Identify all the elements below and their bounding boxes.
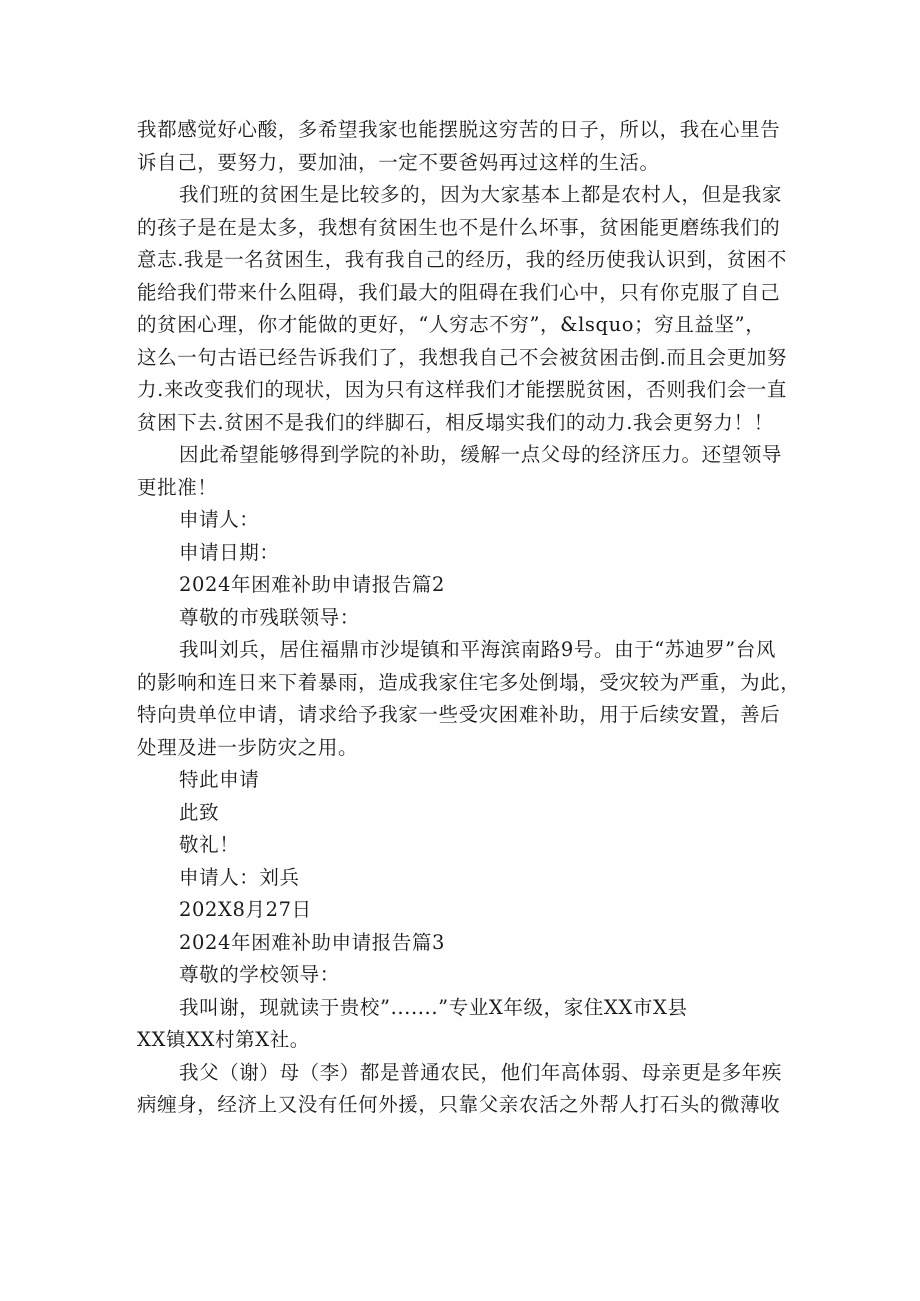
text-line: 我叫刘兵，居住福鼎市沙堤镇和平海滨南路9号。由于“苏迪罗”台风: [179, 638, 776, 661]
text-line: 敬礼！: [179, 833, 240, 856]
text-line: 特向贵单位申请，请求给予我家一些受灾困难补助，用于后续安置，善后: [137, 703, 781, 726]
text-line: 我们班的贫困生是比较多的，因为大家基本上都是农村人，但是我家: [179, 183, 783, 206]
text-line: 2024年困难补助申请报告篇2: [179, 573, 446, 596]
text-line: 处理及进一步防灾之用。: [137, 735, 359, 759]
text-line: 的影响和连日来下着暴雨，造成我家住宅多处倒塌，受灾较为严重，为此，: [137, 670, 801, 694]
text-line: 这么一句古语已经告诉我们了，我想我自己不会被贫困击倒.而且会更加努: [137, 345, 787, 369]
text-line: 申请人：: [179, 508, 260, 531]
text-line: 我父（谢）母（李）都是普通农民，他们年高体弱、母亲更是多年疾: [179, 1060, 783, 1084]
text-line: XX镇XX村第X社。: [137, 1028, 310, 1051]
text-line: 更批准！: [137, 475, 218, 499]
text-line: 申请日期：: [179, 540, 280, 564]
text-line: 病缠身，经济上又没有任何外援，只靠父亲农活之外帮人打石头的微薄收: [137, 1093, 781, 1116]
text-line: 贫困下去.贫困不是我们的绊脚石，相反塌实我们的动力.我会更努力！！: [137, 410, 774, 434]
text-line: 202X8月27日: [179, 898, 312, 921]
text-line: 2024年困难补助申请报告篇3: [179, 930, 446, 954]
text-line: 此致: [179, 800, 220, 824]
text-line: 的孩子是在是太多，我想有贫困生也不是什么坏事，贫困能更磨练我们的: [137, 215, 781, 239]
text-line: 尊敬的市残联领导：: [179, 605, 360, 629]
text-line: 的贫困心理，你才能做的更好，“人穷志不穷”，&lsquo；穷且益坚”，: [137, 313, 766, 336]
text-line: 尊敬的学校领导：: [179, 963, 340, 986]
text-line: 因此希望能够得到学院的补助，缓解一点父母的经济压力。还望领导: [179, 443, 783, 466]
text-line: 意志.我是一名贫困生，我有我自己的经历，我的经历使我认识到，贫困不: [137, 248, 787, 271]
text-line: 我叫谢，现就读于贵校”.......”专业X年级，家住XX市X县: [179, 995, 688, 1019]
text-line: 力.来改变我们的现状，因为只有这样我们才能摆脱贫困，否则我们会一直: [137, 378, 787, 401]
text-line: 能给我们带来什么阻碍，我们最大的阻碍在我们心中，只有你克服了自己: [137, 280, 781, 304]
text-line: 特此申请: [179, 768, 260, 791]
text-line: 诉自己，要努力，要加油，一定不要爸妈再过这样的生活。: [137, 150, 660, 174]
text-line: 我都感觉好心酸，多希望我家也能摆脱这穷苦的日子，所以，我在心里告: [137, 118, 781, 141]
document-body: [137, 114, 801, 1122]
text-line: 申请人：刘兵: [179, 865, 300, 889]
